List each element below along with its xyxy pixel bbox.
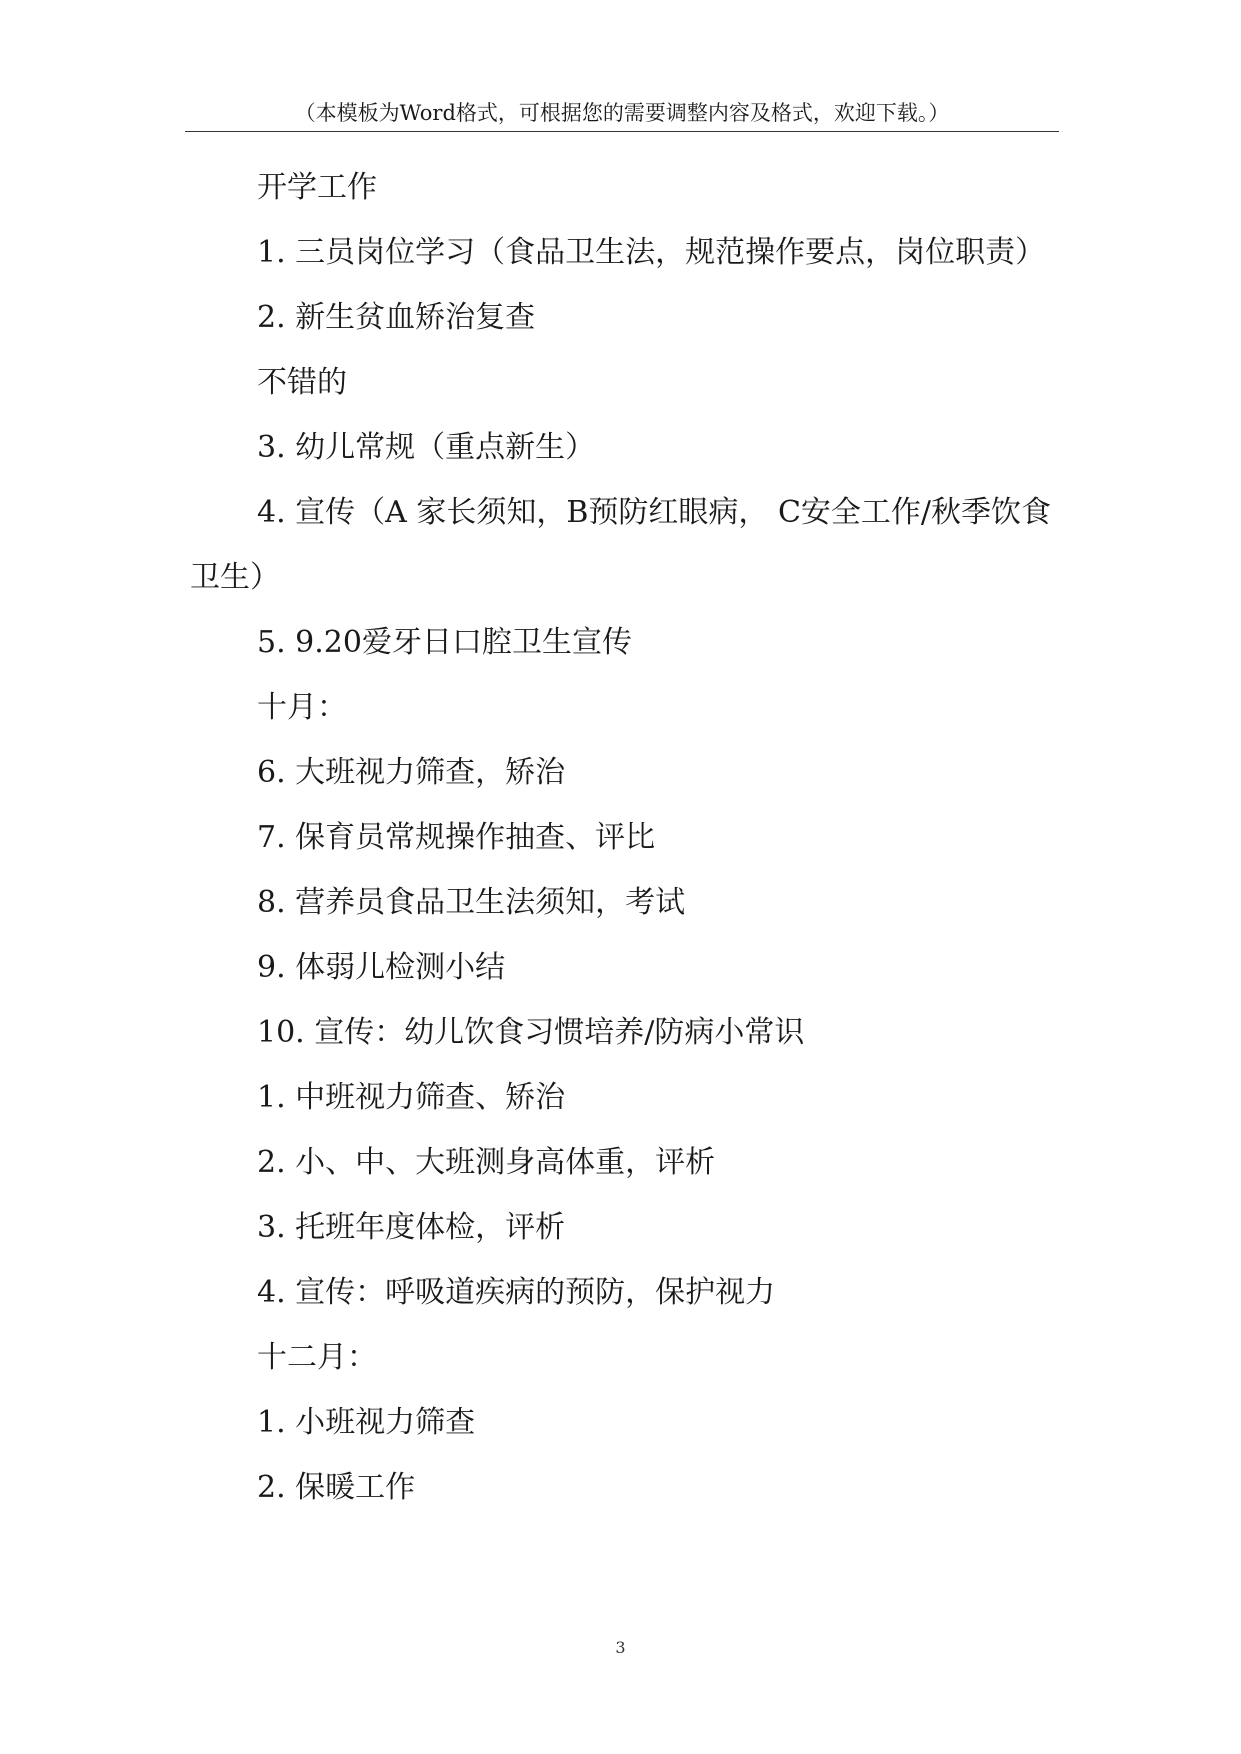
paragraph-item: 2. 新生贫血矫治复查	[257, 300, 536, 335]
paragraph-item: 4. 宣传（A 家长须知，B预防红眼病， C安全工作/秋季饮食卫生）	[190, 495, 1052, 595]
paragraph-item: 4. 宣传：呼吸道疾病的预防，保护视力	[257, 1275, 776, 1310]
header-divider	[185, 131, 1059, 132]
paragraph-item: 1. 小班视力筛查	[257, 1405, 476, 1440]
paragraph-start-of-term: 开学工作	[257, 170, 377, 205]
paragraph-item: 8. 营养员食品卫生法须知，考试	[257, 885, 686, 920]
paragraph-item: 2. 保暖工作	[257, 1470, 416, 1505]
section-heading-october: 十月：	[257, 690, 347, 725]
paragraph-item: 1. 三员岗位学习（食品卫生法，规范操作要点，岗位职责）	[257, 235, 1046, 270]
paragraph-item: 10. 宣传：幼儿饮食习惯培养/防病小常识	[257, 1015, 805, 1050]
document-body	[190, 155, 1058, 1520]
page-number: 3	[615, 1638, 626, 1657]
paragraph-item: 5. 9.20爱牙日口腔卫生宣传	[257, 625, 632, 660]
paragraph-note: 不错的	[257, 365, 347, 400]
paragraph-item: 3. 托班年度体检，评析	[257, 1210, 566, 1245]
paragraph-item: 3. 幼儿常规（重点新生）	[257, 430, 596, 465]
paragraph-item: 1. 中班视力筛查、矫治	[257, 1080, 566, 1115]
header-template-note: （本模板为Word格式，可根据您的需要调整内容及格式，欢迎下载。）	[294, 101, 950, 125]
paragraph-item: 6. 大班视力筛查，矫治	[257, 755, 566, 790]
section-heading-december: 十二月：	[257, 1340, 377, 1375]
paragraph-item: 7. 保育员常规操作抽查、评比	[257, 820, 656, 855]
paragraph-item: 2. 小、中、大班测身高体重，评析	[257, 1145, 716, 1180]
paragraph-item: 9. 体弱儿检测小结	[257, 950, 506, 985]
